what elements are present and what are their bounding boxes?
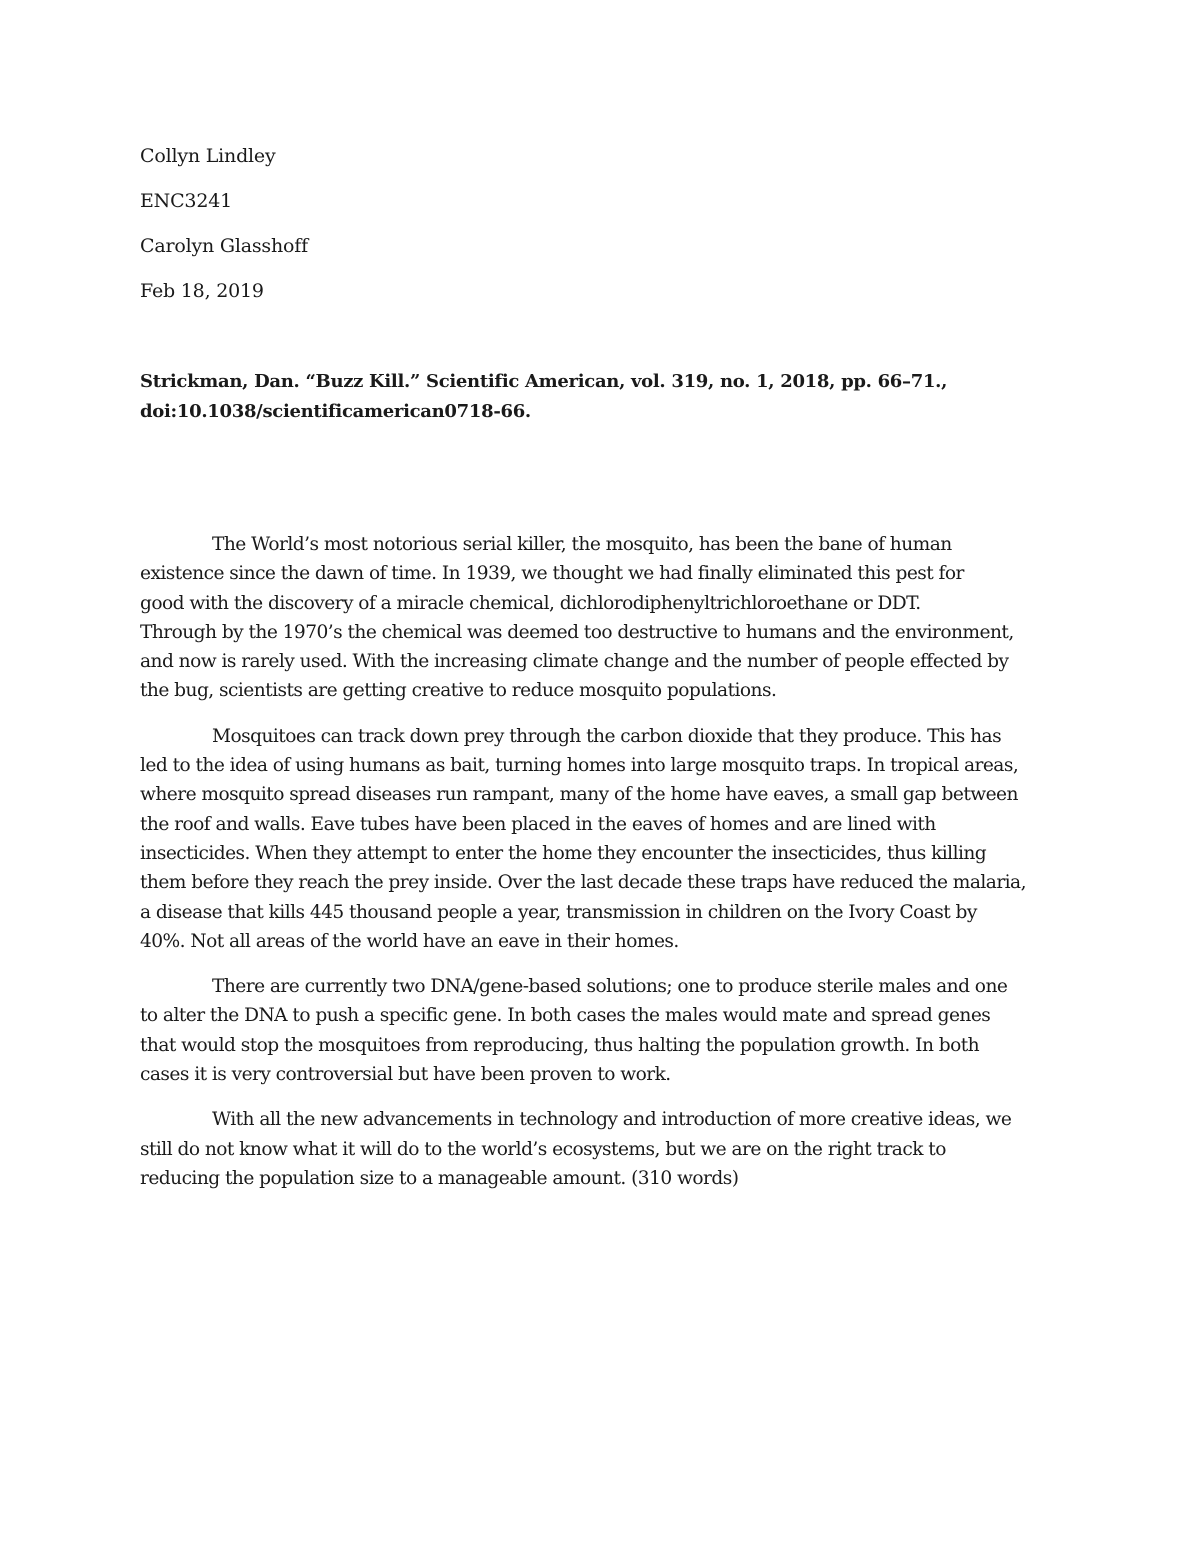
text-line: them before they reach the prey inside. Over the last decade these traps have reduced the malaria, [140,872,1026,894]
paragraph [140,1105,1070,1193]
text-line: a disease that kills 445 thousand people a year, transmission in children on the Ivory Coast by [140,901,977,923]
text-line: 40%. Not all areas of the world have an eave in their homes. [140,930,679,952]
author-name: Collyn Lindley [140,145,276,167]
course-code: ENC3241 [140,190,232,212]
document-date: Feb 18, 2019 [140,280,264,302]
text-line: the roof and walls. Eave tubes have been placed in the eaves of homes and are lined with [140,813,936,835]
text-line: The World’s most notorious serial killer, the mosquito, has been the bane of human [212,534,952,555]
paragraph [140,722,1070,956]
text-line: to alter the DNA to push a specific gene. In both cases the males would mate and spread genes [140,1005,991,1027]
text-line: where mosquito spread diseases run rampant, many of the home have eaves, a small gap between [140,784,1018,806]
text-line: the bug, scientists are getting creative to reduce mosquito populations. [140,680,777,702]
essay-body [140,530,1070,1209]
text-line: led to the idea of using humans as bait, turning homes into large mosquito traps. In tropical areas, [140,755,1019,777]
text-line: still do not know what it will do to the world’s ecosystems, but we are on the right track to [140,1138,946,1160]
citation [140,367,1070,427]
text-line: There are currently two DNA/gene-based solutions; one to produce sterile males and one [212,976,1008,998]
citation-line: doi:10.1038/scientificamerican0718-66. [140,401,531,422]
text-line: existence since the dawn of time. In 1939, we thought we had finally eliminated this pest for [140,563,964,585]
text-line: Mosquitoes can track down prey through the carbon dioxide that they produce. This has [212,725,1002,747]
instructor-name: Carolyn Glasshoff [140,235,308,257]
paragraph [140,530,1070,706]
text-line: insecticides. When they attempt to enter the home they encounter the insecticides, thus killing [140,842,987,864]
citation-line: Strickman, Dan. “Buzz Kill.” Scientific American, vol. 319, no. 1, 2018, pp. 66–71., [140,371,948,392]
text-line: reducing the population size to a manageable amount. (310 words) [140,1167,739,1189]
text-line: Through by the 1970’s the chemical was deemed too destructive to humans and the environment, [140,621,1014,643]
paragraph [140,972,1070,1089]
text-line: cases it is very controversial but have been proven to work. [140,1064,671,1086]
text-line: With all the new advancements in technology and introduction of more creative ideas, we [212,1109,1012,1131]
text-line: good with the discovery of a miracle chemical, dichlorodiphenyltrichloroethane or DDT. [140,592,921,614]
text-line: and now is rarely used. With the increasing climate change and the number of people effected by [140,651,1009,673]
text-line: that would stop the mosquitoes from reproducing, thus halting the population growth. In both [140,1034,980,1056]
